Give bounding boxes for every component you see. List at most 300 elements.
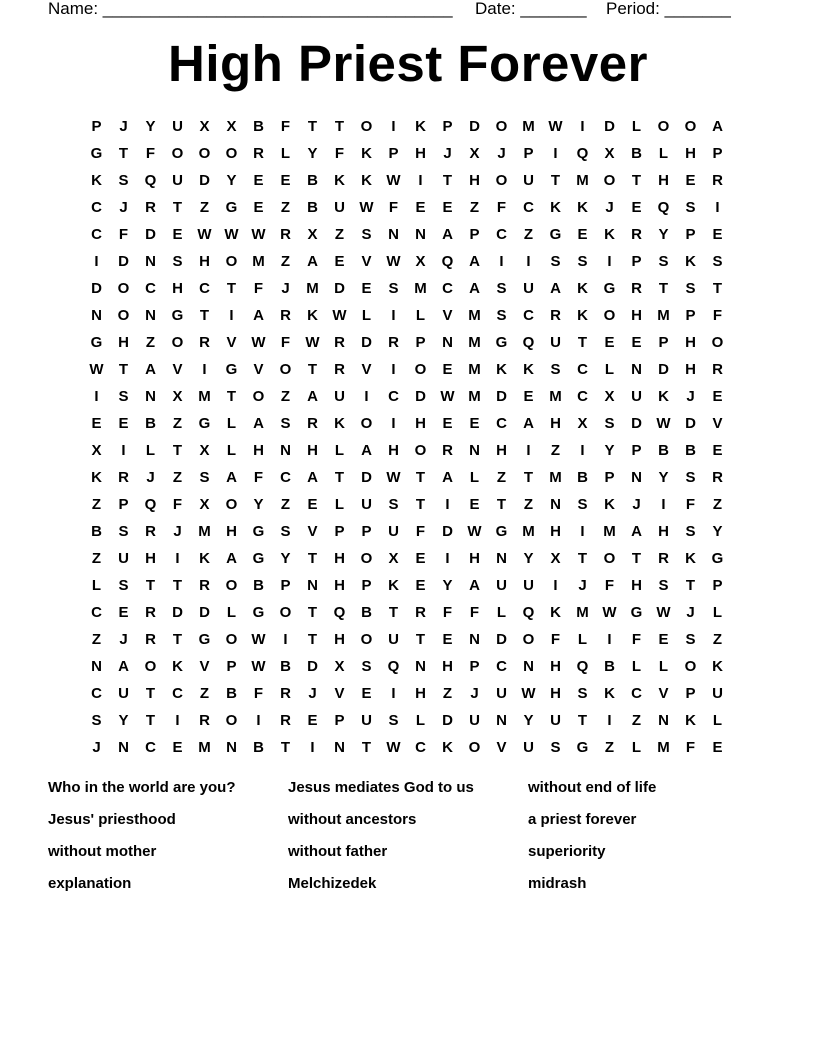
grid-letter: I	[364, 388, 369, 405]
grid-letter: H	[550, 658, 561, 675]
grid-letter: X	[577, 415, 588, 432]
grid-letter: U	[496, 577, 507, 594]
grid-letter: E	[685, 172, 696, 189]
word-bank-item: midrash	[528, 875, 587, 892]
grid-letter: Y	[442, 577, 453, 594]
grid-letter: A	[226, 550, 237, 567]
grid-letter: A	[253, 415, 264, 432]
grid-letter: R	[118, 469, 129, 486]
grid-letter: D	[361, 334, 372, 351]
grid-letter: U	[334, 388, 345, 405]
grid-letter: J	[308, 685, 317, 702]
grid-letter: E	[172, 226, 183, 243]
grid-letter: L	[604, 361, 615, 378]
grid-letter: X	[604, 388, 615, 405]
grid-letter: Y	[226, 172, 237, 189]
grid-letter: E	[712, 442, 723, 459]
grid-letter: H	[685, 334, 696, 351]
grid-letter: L	[145, 442, 156, 459]
grid-letter: G	[630, 604, 643, 621]
grid-letter: I	[391, 415, 396, 432]
grid-letter: D	[442, 523, 453, 540]
grid-letter: N	[388, 226, 399, 243]
grid-letter: N	[415, 658, 426, 675]
grid-letter: K	[199, 550, 210, 567]
grid-letter: W	[467, 523, 482, 540]
grid-letter: I	[580, 442, 585, 459]
grid-letter: L	[334, 442, 345, 459]
grid-letter: F	[604, 577, 615, 594]
grid-letter: G	[711, 550, 724, 567]
grid-letter: L	[280, 145, 291, 162]
grid-letter: M	[522, 523, 535, 540]
grid-letter: I	[94, 388, 99, 405]
grid-row	[83, 275, 733, 302]
grid-letter: G	[198, 631, 211, 648]
grid-letter: O	[198, 145, 211, 162]
grid-letter: T	[631, 550, 642, 567]
grid-letter: Y	[523, 712, 534, 729]
grid-letter: R	[550, 307, 561, 324]
grid-letter: T	[388, 604, 399, 621]
grid-letter: A	[442, 469, 453, 486]
grid-letter: K	[334, 415, 345, 432]
grid-letter: A	[226, 469, 237, 486]
grid-letter: E	[118, 604, 129, 621]
grid-letter: T	[145, 577, 156, 594]
grid-letter: V	[442, 307, 453, 324]
grid-letter: V	[226, 334, 237, 351]
grid-letter: N	[334, 739, 345, 756]
grid-letter: E	[91, 415, 102, 432]
grid-letter: P	[685, 685, 696, 702]
grid-letter: Y	[118, 712, 129, 729]
grid-letter: W	[602, 604, 617, 621]
grid-letter: O	[360, 631, 373, 648]
grid-letter: B	[280, 658, 291, 675]
grid-letter: Z	[523, 496, 534, 513]
grid-letter: H	[388, 442, 399, 459]
grid-letter: S	[577, 253, 588, 270]
grid-letter: P	[361, 577, 372, 594]
grid-letter: P	[415, 334, 426, 351]
grid-letter: U	[550, 712, 561, 729]
grid-letter: Z	[334, 226, 345, 243]
grid-letter: R	[415, 604, 426, 621]
grid-letter: R	[280, 712, 291, 729]
word-bank-item: without ancestors	[288, 811, 417, 828]
grid-letter: O	[414, 361, 427, 378]
grid-letter: H	[496, 442, 507, 459]
grid-letter: W	[548, 118, 563, 135]
grid-letter: N	[469, 631, 480, 648]
grid-letter: P	[361, 523, 372, 540]
grid-letter: E	[415, 550, 426, 567]
grid-letter: S	[577, 685, 588, 702]
grid-letter: S	[496, 307, 507, 324]
grid-letter: S	[712, 253, 723, 270]
grid-letter: Z	[712, 631, 723, 648]
grid-letter: U	[523, 739, 534, 756]
grid-letter: E	[604, 334, 615, 351]
grid-letter: Y	[658, 226, 669, 243]
word-bank-item: without end of life	[528, 779, 657, 796]
grid-letter: S	[658, 253, 669, 270]
grid-letter: T	[307, 118, 318, 135]
grid-letter: E	[172, 739, 183, 756]
grid-letter: K	[496, 361, 507, 378]
grid-letter: H	[118, 334, 129, 351]
grid-letter: P	[226, 658, 237, 675]
grid-letter: U	[388, 631, 399, 648]
grid-row	[83, 329, 733, 356]
grid-letter: G	[225, 361, 238, 378]
grid-letter: H	[415, 145, 426, 162]
grid-letter: W	[386, 253, 401, 270]
grid-letter: H	[334, 550, 345, 567]
grid-letter: J	[119, 199, 128, 216]
grid-letter: B	[685, 442, 696, 459]
grid-letter: R	[658, 550, 669, 567]
grid-letter: I	[283, 631, 288, 648]
grid-letter: C	[172, 685, 183, 702]
grid-letter: B	[307, 172, 318, 189]
grid-letter: H	[685, 361, 696, 378]
grid-letter: L	[226, 442, 237, 459]
word-bank-item: without mother	[48, 843, 157, 860]
grid-letter: L	[712, 604, 723, 621]
grid-letter: K	[550, 604, 561, 621]
grid-letter: C	[523, 307, 534, 324]
grid-letter: C	[415, 739, 426, 756]
grid-letter: M	[657, 739, 670, 756]
grid-letter: T	[307, 631, 318, 648]
grid-letter: W	[251, 226, 266, 243]
grid-letter: D	[496, 631, 507, 648]
grid-letter: V	[361, 253, 372, 270]
grid-letter: X	[469, 145, 480, 162]
grid-letter: J	[632, 496, 641, 513]
grid-letter: T	[334, 469, 345, 486]
grid-letter: X	[415, 253, 426, 270]
grid-letter: W	[386, 739, 401, 756]
grid-letter: T	[172, 199, 183, 216]
grid-letter: O	[684, 118, 697, 135]
grid-letter: D	[145, 226, 156, 243]
grid-row	[83, 653, 733, 680]
grid-letter: J	[470, 685, 479, 702]
grid-letter: X	[307, 226, 318, 243]
grid-letter: N	[307, 577, 318, 594]
grid-letter: E	[577, 226, 588, 243]
grid-letter: K	[388, 577, 399, 594]
grid-letter: S	[172, 253, 183, 270]
grid-letter: H	[469, 550, 480, 567]
date-field-label: Date: _______	[475, 0, 587, 18]
grid-letter: R	[334, 361, 345, 378]
grid-letter: Z	[280, 388, 291, 405]
grid-letter: Q	[522, 334, 535, 351]
grid-letter: D	[604, 118, 615, 135]
grid-letter: M	[576, 172, 589, 189]
grid-letter: H	[550, 685, 561, 702]
grid-letter: K	[91, 172, 102, 189]
grid-letter: F	[280, 334, 291, 351]
grid-letter: T	[307, 604, 318, 621]
grid-letter: V	[658, 685, 669, 702]
grid-letter: P	[91, 118, 102, 135]
grid-letter: O	[711, 334, 724, 351]
grid-letter: B	[307, 199, 318, 216]
grid-letter: E	[658, 631, 669, 648]
grid-letter: G	[90, 334, 103, 351]
grid-letter: N	[442, 334, 453, 351]
grid-letter: F	[118, 226, 129, 243]
grid-letter: E	[253, 199, 264, 216]
grid-row	[83, 140, 733, 167]
grid-letter: P	[685, 307, 696, 324]
grid-letter: T	[145, 685, 156, 702]
grid-row	[83, 194, 733, 221]
grid-letter: E	[415, 577, 426, 594]
grid-letter: I	[310, 739, 315, 756]
grid-letter: K	[415, 118, 426, 135]
grid-letter: S	[118, 172, 129, 189]
grid-letter: S	[118, 388, 129, 405]
grid-letter: T	[712, 280, 723, 297]
grid-letter: A	[442, 226, 453, 243]
grid-letter: T	[280, 739, 291, 756]
grid-letter: O	[360, 118, 373, 135]
grid-letter: R	[145, 631, 156, 648]
grid-letter: Z	[280, 253, 291, 270]
letter-grid	[83, 113, 733, 761]
grid-letter: O	[360, 550, 373, 567]
grid-letter: I	[391, 685, 396, 702]
grid-letter: T	[658, 280, 669, 297]
grid-letter: N	[145, 253, 156, 270]
grid-letter: K	[334, 172, 345, 189]
grid-letter: X	[199, 442, 210, 459]
grid-letter: X	[172, 388, 183, 405]
grid-letter: N	[415, 226, 426, 243]
grid-letter: L	[91, 577, 102, 594]
grid-letter: S	[685, 280, 696, 297]
grid-letter: U	[361, 496, 372, 513]
grid-row	[83, 734, 733, 761]
grid-letter: T	[523, 469, 534, 486]
word-bank-item: Jesus' priesthood	[48, 811, 176, 828]
grid-row	[83, 545, 733, 572]
grid-letter: B	[658, 442, 669, 459]
grid-letter: S	[361, 226, 372, 243]
grid-letter: L	[334, 496, 345, 513]
grid-letter: S	[280, 523, 291, 540]
grid-letter: J	[497, 145, 506, 162]
grid-letter: J	[578, 577, 587, 594]
grid-letter: A	[361, 442, 372, 459]
grid-letter: W	[89, 361, 104, 378]
grid-letter: E	[415, 199, 426, 216]
grid-letter: F	[685, 496, 696, 513]
grid-letter: N	[91, 307, 102, 324]
grid-letter: D	[442, 712, 453, 729]
grid-letter: Z	[199, 685, 210, 702]
grid-letter: W	[224, 226, 239, 243]
grid-letter: T	[415, 631, 426, 648]
grid-letter: B	[631, 145, 642, 162]
grid-row	[83, 167, 733, 194]
grid-letter: I	[391, 307, 396, 324]
grid-letter: B	[604, 658, 615, 675]
grid-letter: I	[553, 145, 558, 162]
grid-letter: L	[631, 658, 642, 675]
grid-letter: J	[605, 199, 614, 216]
grid-letter: C	[145, 280, 156, 297]
grid-letter: W	[197, 226, 212, 243]
grid-letter: B	[253, 739, 264, 756]
grid-letter: I	[121, 442, 126, 459]
grid-letter: R	[334, 334, 345, 351]
grid-letter: X	[334, 658, 345, 675]
grid-letter: T	[415, 469, 426, 486]
grid-letter: O	[360, 415, 373, 432]
grid-letter: Z	[280, 199, 291, 216]
grid-letter: U	[523, 577, 534, 594]
grid-letter: O	[468, 739, 481, 756]
grid-letter: L	[415, 307, 426, 324]
word-bank-item: a priest forever	[528, 811, 637, 828]
grid-letter: O	[603, 172, 616, 189]
grid-letter: O	[225, 145, 238, 162]
grid-letter: M	[468, 388, 481, 405]
grid-letter: W	[251, 631, 266, 648]
grid-letter: E	[307, 496, 318, 513]
grid-letter: V	[199, 658, 210, 675]
grid-letter: D	[658, 361, 669, 378]
grid-letter: R	[199, 712, 210, 729]
word-bank-item: explanation	[48, 875, 132, 892]
grid-letter: L	[496, 604, 507, 621]
grid-letter: F	[145, 145, 156, 162]
grid-letter: I	[607, 253, 612, 270]
grid-letter: D	[199, 172, 210, 189]
grid-letter: R	[712, 172, 723, 189]
grid-letter: A	[523, 415, 534, 432]
grid-letter: I	[418, 172, 423, 189]
grid-letter: C	[199, 280, 210, 297]
grid-letter: K	[658, 388, 669, 405]
grid-row	[83, 383, 733, 410]
grid-letter: O	[225, 496, 238, 513]
grid-letter: G	[90, 145, 103, 162]
grid-letter: C	[91, 226, 102, 243]
grid-letter: U	[523, 280, 534, 297]
grid-letter: C	[91, 604, 102, 621]
grid-row	[83, 707, 733, 734]
grid-letter: S	[118, 523, 129, 540]
grid-letter: L	[631, 118, 642, 135]
grid-letter: E	[334, 253, 345, 270]
grid-letter: I	[553, 577, 558, 594]
grid-letter: G	[252, 550, 265, 567]
grid-letter: K	[361, 172, 372, 189]
grid-letter: T	[685, 577, 696, 594]
grid-letter: X	[226, 118, 237, 135]
grid-letter: E	[469, 496, 480, 513]
grid-row	[83, 572, 733, 599]
grid-letter: I	[499, 253, 504, 270]
grid-letter: R	[280, 685, 291, 702]
grid-letter: F	[253, 469, 264, 486]
grid-letter: Z	[442, 685, 453, 702]
grid-letter: S	[685, 523, 696, 540]
grid-letter: R	[199, 334, 210, 351]
grid-letter: T	[226, 280, 237, 297]
grid-letter: N	[91, 658, 102, 675]
grid-letter: P	[604, 469, 615, 486]
grid-letter: R	[631, 280, 642, 297]
grid-letter: Q	[333, 604, 346, 621]
grid-letter: Z	[172, 469, 183, 486]
grid-letter: D	[118, 253, 129, 270]
grid-letter: A	[307, 469, 318, 486]
grid-letter: T	[172, 631, 183, 648]
grid-letter: C	[388, 388, 399, 405]
grid-letter: P	[712, 145, 723, 162]
grid-letter: O	[684, 658, 697, 675]
grid-letter: J	[281, 280, 290, 297]
grid-letter: P	[685, 226, 696, 243]
grid-letter: I	[607, 712, 612, 729]
grid-letter: G	[495, 334, 508, 351]
grid-row	[83, 464, 733, 491]
grid-letter: C	[91, 199, 102, 216]
grid-letter: P	[442, 118, 453, 135]
grid-letter: W	[305, 334, 320, 351]
grid-letter: Z	[91, 496, 102, 513]
grid-letter: P	[388, 145, 399, 162]
grid-letter: A	[118, 658, 129, 675]
grid-letter: Z	[199, 199, 210, 216]
grid-letter: C	[496, 415, 507, 432]
grid-letter: S	[685, 469, 696, 486]
grid-letter: D	[631, 415, 642, 432]
grid-letter: J	[146, 469, 155, 486]
grid-letter: R	[253, 145, 264, 162]
grid-letter: A	[145, 361, 156, 378]
grid-letter: E	[442, 199, 453, 216]
grid-letter: H	[415, 685, 426, 702]
grid-letter: D	[91, 280, 102, 297]
grid-letter: D	[496, 388, 507, 405]
grid-letter: O	[225, 577, 238, 594]
grid-letter: S	[550, 361, 561, 378]
grid-letter: V	[172, 361, 183, 378]
grid-letter: P	[334, 523, 345, 540]
grid-letter: R	[307, 415, 318, 432]
grid-letter: Y	[253, 496, 264, 513]
grid-letter: O	[225, 253, 238, 270]
grid-letter: G	[252, 523, 265, 540]
grid-letter: I	[580, 523, 585, 540]
grid-letter: H	[334, 577, 345, 594]
grid-letter: C	[496, 226, 507, 243]
grid-row	[83, 437, 733, 464]
grid-row	[83, 491, 733, 518]
grid-letter: V	[496, 739, 507, 756]
grid-letter: E	[631, 334, 642, 351]
